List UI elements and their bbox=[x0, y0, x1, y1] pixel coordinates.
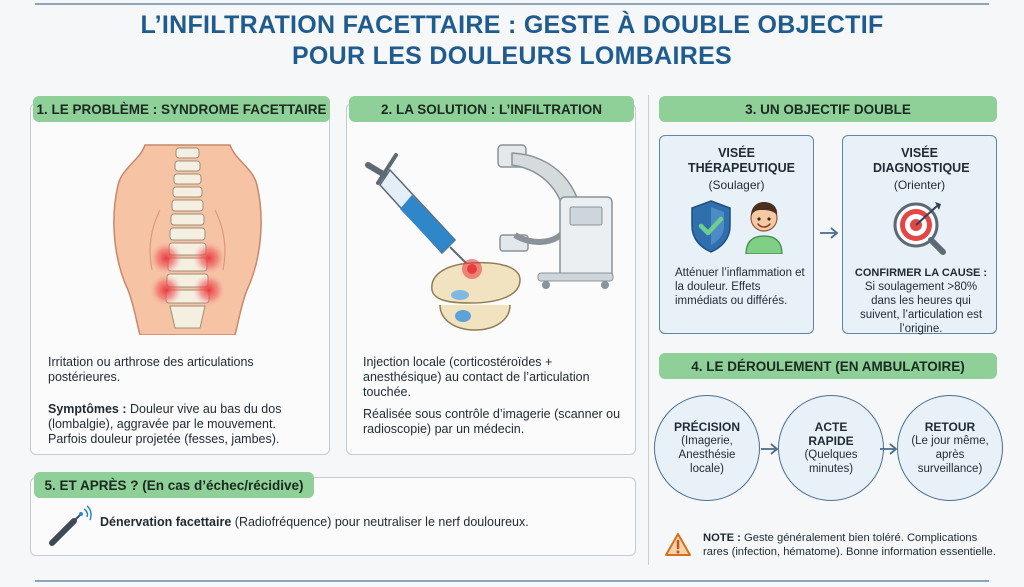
problem-description: Irritation ou arthrose des articulations postérieures. bbox=[48, 355, 254, 384]
therapeutic-title: VISÉE THÉRAPEUTIQUE bbox=[688, 146, 795, 175]
solution-description: Injection locale (corticostéroïdes + anesthésique) au contact de l’articulation touchée. bbox=[363, 355, 590, 399]
therapeutic-text: Atténuer l’inflammation et la douleur. Effets immédiats ou différés. bbox=[675, 267, 805, 307]
arrow-right-icon bbox=[818, 226, 840, 240]
page-title bbox=[0, 10, 1024, 72]
denervation-text bbox=[100, 515, 620, 530]
step-return-text: (Le jour même, après surveillance) bbox=[911, 435, 989, 475]
therapeutic-card bbox=[659, 135, 814, 334]
top-divider bbox=[35, 3, 989, 5]
infiltration-illustration bbox=[360, 135, 625, 335]
bottom-divider bbox=[35, 580, 989, 582]
column-divider bbox=[648, 95, 649, 565]
step-quick-act bbox=[778, 395, 884, 501]
step-quick-act-title: ACTE RAPIDE bbox=[808, 420, 854, 448]
safety-note bbox=[703, 531, 1003, 559]
diagnostic-bold: CONFIRMER LA CAUSE : bbox=[854, 267, 988, 279]
step-return bbox=[897, 395, 1003, 501]
section-solution-header: 2. LA SOLUTION : L’INFILTRATION bbox=[349, 96, 634, 122]
section-problem-header: 1. LE PROBLÈME : SYNDROME FACETTAIRE bbox=[33, 96, 330, 122]
radiofrequency-probe-icon bbox=[46, 505, 92, 549]
step-precision bbox=[654, 395, 760, 501]
diagnostic-subtitle: (Orienter) bbox=[893, 178, 946, 192]
symptoms-text: Douleur vive au bas du dos (lombalgie), aggravée par le mouvement. Parfois douleur projetée (fesses, jambes). bbox=[48, 402, 282, 446]
solution-imaging: Réalisée sous contrôle d’imagerie (scanner ou radioscopie) par un médecin. bbox=[363, 407, 621, 436]
diagnostic-title: VISÉE DIAGNOSTIQUE bbox=[873, 146, 970, 175]
syringe-icon bbox=[368, 155, 470, 267]
vertebra-icon bbox=[432, 259, 520, 330]
section-objective-header: 3. UN OBJECTIF DOUBLE bbox=[659, 96, 997, 122]
diagnostic-explanation: Si soulagement >80% dans les heures qui suivent, l’articulation est l’origine. bbox=[859, 281, 983, 335]
shield-check-icon bbox=[688, 198, 734, 254]
title-line-1: L’INFILTRATION FACETTAIRE : GESTE À DOUBLE OBJECTIF bbox=[140, 11, 884, 39]
denervation-detail: (Radiofréquence) pour neutraliser le nerf douloureux. bbox=[231, 515, 529, 529]
diagnostic-text bbox=[851, 266, 991, 336]
step-return-title: RETOUR bbox=[924, 420, 976, 434]
step-precision-title: PRÉCISION bbox=[673, 420, 740, 434]
smiling-person-icon bbox=[740, 198, 788, 254]
therapeutic-subtitle: (Soulager) bbox=[708, 178, 765, 192]
warning-icon bbox=[664, 532, 692, 557]
section-process-header: 4. LE DÉROULEMENT (EN AMBULATOIRE) bbox=[659, 353, 997, 379]
note-label: NOTE : bbox=[703, 532, 741, 544]
denervation-bold: Dénervation facettaire bbox=[100, 515, 232, 529]
diagnostic-card bbox=[842, 135, 997, 334]
target-magnifier-icon bbox=[891, 198, 951, 258]
spine-back-illustration bbox=[100, 140, 275, 335]
title-line-2: POUR LES DOULEURS LOMBAIRES bbox=[291, 42, 733, 70]
note-text: Geste généralement bien toléré. Complications rares (infection, hématome). Bonne information essentielle. bbox=[703, 532, 996, 558]
step-precision-text: (Imagerie, Anesthésie locale) bbox=[678, 435, 736, 475]
symptoms-label: Symptômes : bbox=[48, 402, 127, 416]
arrow-right-icon bbox=[879, 442, 899, 456]
arrow-right-icon bbox=[760, 442, 780, 456]
step-quick-act-text: (Quelques minutes) bbox=[804, 449, 858, 475]
problem-symptoms bbox=[48, 402, 313, 447]
c-arm-scanner-icon bbox=[498, 145, 613, 289]
section-after-header: 5. ET APRÈS ? (En cas d’échec/récidive) bbox=[34, 472, 314, 498]
